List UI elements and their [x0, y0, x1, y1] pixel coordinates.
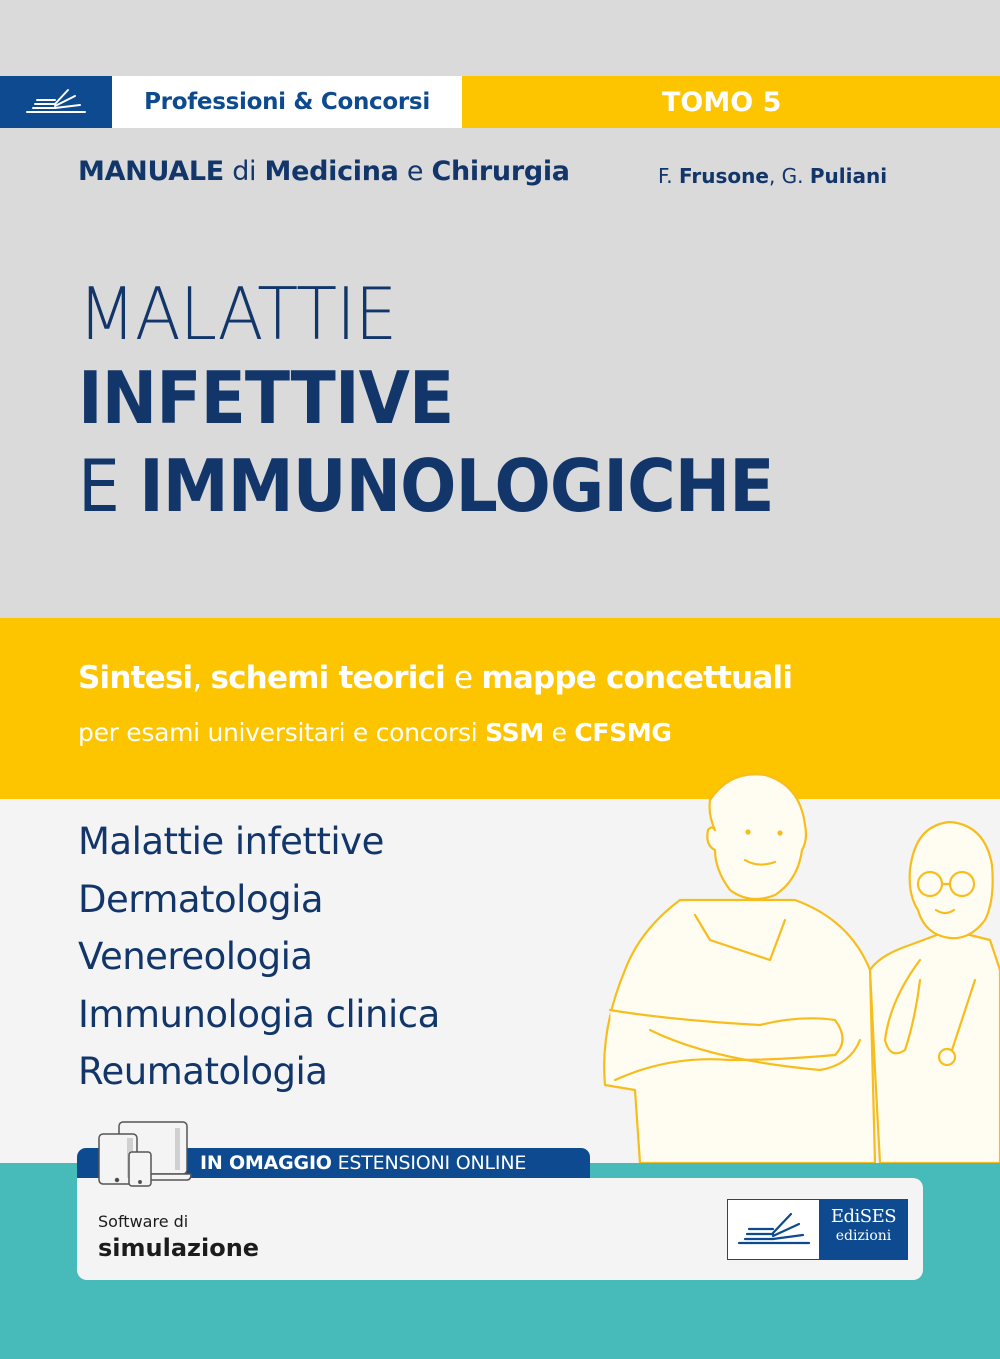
- subtitle-comma: ,: [192, 660, 211, 696]
- manual-chirurgia: Chirurgia: [431, 156, 570, 187]
- doctors-illustration-icon: [580, 770, 1000, 1163]
- subtitle-schemi: schemi teorici: [210, 660, 445, 696]
- subtitle-e2: e: [543, 718, 575, 747]
- subtitle-cfsmg: CFSMG: [574, 718, 672, 747]
- title-line-3-light: E: [78, 444, 140, 528]
- publisher-name-block: [819, 1200, 908, 1259]
- card-software-label: Software di: [98, 1212, 189, 1231]
- title-line-3-bold: IMMUNOLOGICHE: [139, 444, 774, 528]
- topic-item: Malattie infettive: [78, 820, 384, 863]
- volume-block: [462, 76, 1000, 128]
- online-rest: ESTENSIONI ONLINE: [331, 1152, 527, 1174]
- author1-initial: F.: [658, 164, 680, 188]
- title-line-3: [78, 444, 774, 528]
- card-simulation-label: simulazione: [98, 1234, 260, 1262]
- topic-item: Reumatologia: [78, 1050, 328, 1093]
- manual-line: [78, 156, 570, 187]
- manual-e: e: [398, 156, 432, 187]
- subtitle-mappe: mappe concettuali: [481, 660, 793, 696]
- topic-item: Dermatologia: [78, 877, 324, 921]
- publisher-book-icon-block: [728, 1200, 819, 1259]
- book-title: [78, 272, 834, 528]
- title-line-1: MALATTIE: [78, 272, 397, 356]
- publisher-name: EdiSES: [830, 1206, 897, 1227]
- subtitle-ssm: SSM: [485, 718, 544, 747]
- author2-name: Puliani: [809, 164, 888, 188]
- subtitle-line-2: [78, 718, 672, 747]
- author1-name: Frusone: [679, 164, 769, 188]
- online-bold: IN OMAGGIO: [200, 1152, 332, 1174]
- publisher-sub: edizioni: [835, 1228, 892, 1244]
- open-book-icon: [25, 87, 87, 117]
- series-name: Professioni & Concorsi: [144, 89, 430, 115]
- series-bar: [0, 76, 1000, 128]
- publisher-logo: [727, 1199, 908, 1260]
- subtitle-e: e: [444, 660, 482, 696]
- authors: [658, 164, 887, 188]
- manual-medicina: Medicina: [264, 156, 399, 187]
- topic-item: Venereologia: [78, 935, 313, 978]
- manual-word: MANUALE: [78, 156, 224, 187]
- online-extension-label: [200, 1152, 526, 1174]
- devices-icon: [93, 1118, 193, 1188]
- subtitle-line-1: [78, 660, 792, 696]
- title-line-2: INFETTIVE: [78, 356, 454, 440]
- series-name-block: [112, 76, 462, 128]
- manual-di: di: [223, 156, 265, 187]
- topics-list: [78, 818, 440, 1106]
- subtitle-sintesi: Sintesi: [78, 660, 193, 696]
- author-separator: ,: [768, 164, 782, 188]
- volume-label: TOMO 5: [662, 86, 782, 118]
- open-book-icon: [737, 1210, 811, 1250]
- author2-initial: G.: [781, 164, 810, 188]
- topic-item: Immunologia clinica: [78, 992, 440, 1036]
- series-logo: [0, 76, 112, 128]
- subtitle-exams: per esami universitari e concorsi: [78, 718, 486, 747]
